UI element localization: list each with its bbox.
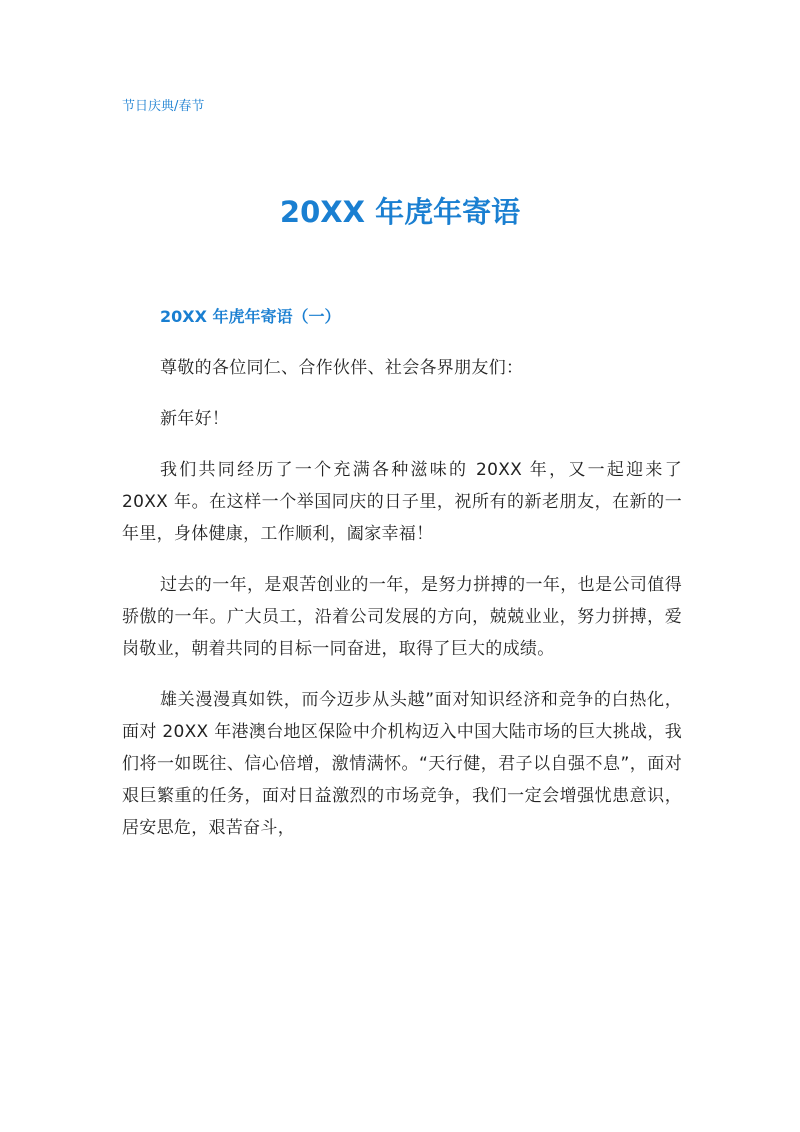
page-title: 20XX 年虎年寄语 — [279, 195, 521, 229]
document-body — [122, 300, 682, 844]
paragraph-greeting: 尊敬的各位同仁、合作伙伴、社会各界朋友们： — [160, 358, 524, 378]
paragraph-challenges: 雄关漫漫真如铁，而今迈步从头越”面对知识经济和竞争的白热化，面对 20XX 年港澳台地区保险中介机构迈入中国大陆市场的巨大挑战，我们将一如既往、信心倍增，激情满怀。“天行健，君子以自强不息”，面对艰巨繁重的任务，面对日益激烈的市场竞争，我们一定会增强忧患意识，居安思危，艰苦奋斗， — [122, 690, 682, 838]
breadcrumb[interactable]: 节日庆典/春节 — [122, 99, 205, 114]
section-heading: 20XX 年虎年寄语（一） — [160, 307, 341, 326]
paragraph-new-year: 新年好！ — [160, 409, 230, 429]
paragraph-past-year: 过去的一年，是艰苦创业的一年，是努力拼搏的一年，也是公司值得骄傲的一年。广大员工，沿着公司发展的方向，兢兢业业，努力拼搏，爱岗敬业，朝着共同的目标一同奋进，取得了巨大的成绩。 — [122, 575, 682, 659]
paragraph-wishes: 我们共同经历了一个充满各种滋味的 20XX 年，又一起迎来了 20XX 年。在这样一个举国同庆的日子里，祝所有的新老朋友，在新的一年里，身体健康，工作顺利，阖家幸福！ — [122, 460, 682, 544]
